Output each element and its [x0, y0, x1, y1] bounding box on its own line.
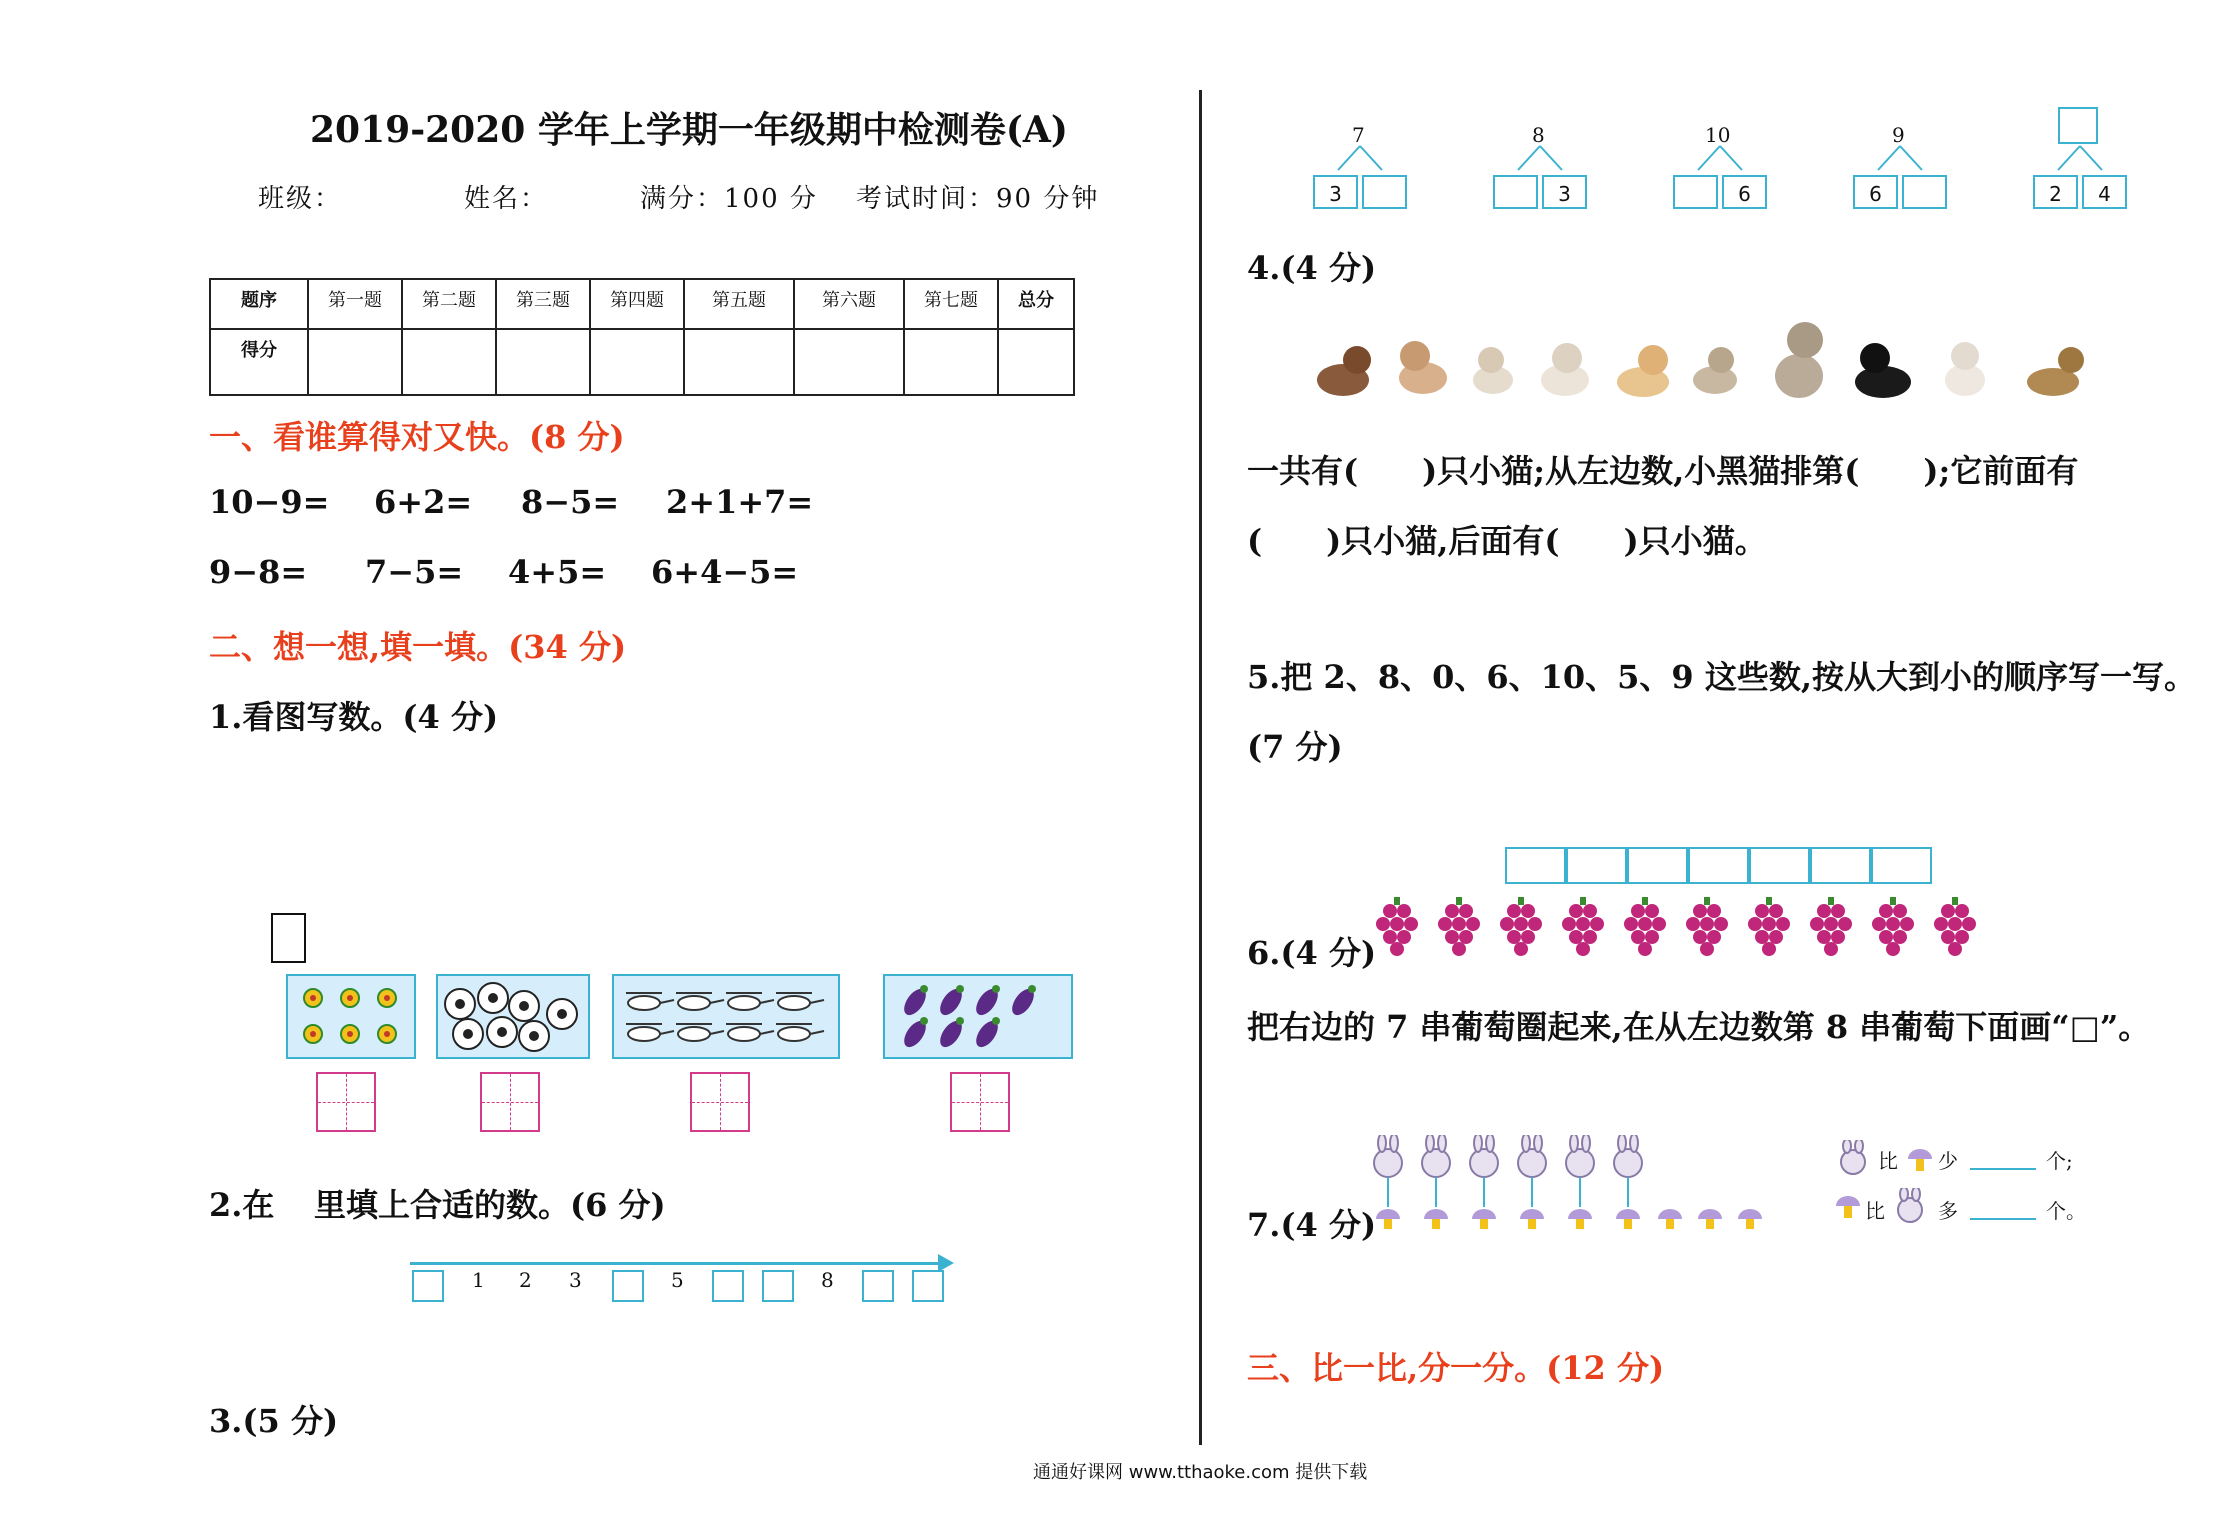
soccer-ball-icon	[438, 976, 588, 1057]
tree-left-box[interactable]	[1493, 175, 1538, 209]
section2-heading: 二、想一想,填一填。(34 分)	[209, 628, 627, 666]
column-divider	[1199, 90, 1202, 1445]
name-label: 姓名：	[464, 184, 549, 214]
row-header: 题序	[210, 279, 308, 329]
score-cell[interactable]	[794, 329, 904, 395]
score-cell[interactable]	[590, 329, 684, 395]
tree-right-box[interactable]: 6	[1722, 175, 1767, 209]
q7-compare-word: 少	[1938, 1149, 1958, 1173]
q2-prefix: 2.在	[209, 1186, 275, 1224]
write-grid[interactable]	[480, 1072, 540, 1132]
number-line-box[interactable]	[412, 1270, 444, 1302]
col-total: 总分	[998, 279, 1074, 329]
number-line-box[interactable]	[612, 1270, 644, 1302]
q4-label: 4.(4 分)	[1247, 249, 1377, 287]
tree-right-box[interactable]	[1362, 175, 1407, 209]
q2-suffix: 里填上合适的数。(6 分)	[314, 1186, 666, 1224]
calc-item: 4+5=	[508, 553, 607, 591]
rabbit-icon	[1833, 1140, 1873, 1176]
q7-unit: 个;	[2046, 1149, 2073, 1173]
number-line-tick: 3	[569, 1268, 582, 1292]
number-line-box[interactable]	[862, 1270, 894, 1302]
cat-row-icon	[1305, 318, 2125, 410]
answer-box[interactable]	[1871, 847, 1932, 884]
col-7: 第七题	[904, 279, 998, 329]
answer-box[interactable]	[271, 913, 306, 963]
tree-right-box[interactable]: 4	[2082, 175, 2127, 209]
answer-box[interactable]	[1810, 847, 1871, 884]
score-cell[interactable]	[308, 329, 402, 395]
calc-item: 8−5=	[521, 483, 620, 521]
section1-heading: 一、看谁算得对又快。(8 分)	[209, 418, 625, 456]
footer-credit: 通通好课网 www.tthaoke.com 提供下载	[1033, 1462, 1368, 1483]
tree-top-number: 10	[1705, 123, 1731, 147]
number-line-box[interactable]	[762, 1270, 794, 1302]
answer-box[interactable]	[1566, 847, 1627, 884]
tree-left-box[interactable]: 3	[1313, 175, 1358, 209]
full-score-label: 满分：100 分	[640, 184, 818, 214]
col-6: 第六题	[794, 279, 904, 329]
write-grid[interactable]	[316, 1072, 376, 1132]
tree-right-box[interactable]: 3	[1542, 175, 1587, 209]
score-label: 得分	[210, 329, 308, 395]
score-cell[interactable]	[998, 329, 1074, 395]
flower-icon	[288, 976, 414, 1057]
q1-label: 1.看图写数。(4 分)	[209, 698, 499, 736]
score-cell[interactable]	[402, 329, 496, 395]
grape-row-icon	[1368, 893, 2018, 963]
tree-top-number: 9	[1892, 123, 1905, 147]
tree-top-number: 7	[1352, 123, 1365, 147]
flower-group	[286, 974, 416, 1059]
tree-top-box[interactable]	[2058, 107, 2098, 144]
eggplant-group	[883, 974, 1073, 1059]
col-2: 第二题	[402, 279, 496, 329]
col-1: 第一题	[308, 279, 402, 329]
q6-label: 6.(4 分)	[1247, 934, 1377, 972]
col-3: 第三题	[496, 279, 590, 329]
q7-unit: 个。	[2046, 1199, 2086, 1223]
calc-item: 10−9=	[209, 483, 330, 521]
tree-left-box[interactable]: 2	[2033, 175, 2078, 209]
q7-compare-word: 比	[1878, 1149, 1898, 1173]
rabbit-mushroom-icon	[1368, 1135, 1788, 1235]
write-grid[interactable]	[690, 1072, 750, 1132]
exam-time-label: 考试时间：90 分钟	[856, 184, 1100, 214]
q4-line2: ( )只小猫,后面有( )只小猫。	[1247, 522, 1767, 560]
calc-item: 9−8=	[209, 553, 308, 591]
calc-item: 6+4−5=	[651, 553, 799, 591]
q4-line1: 一共有( )只小猫;从左边数,小黑猫排第( );它前面有	[1247, 452, 2079, 490]
answer-box[interactable]	[1505, 847, 1566, 884]
col-5: 第五题	[684, 279, 794, 329]
number-line-tick: 5	[671, 1268, 684, 1292]
class-label: 班级：	[258, 184, 343, 214]
calc-item: 7−5=	[365, 553, 464, 591]
score-cell[interactable]	[496, 329, 590, 395]
mushroom-icon	[1905, 1145, 1935, 1175]
helicopter-group	[612, 974, 840, 1059]
answer-box[interactable]	[1688, 847, 1749, 884]
q5-line1: 5.把 2、8、0、6、10、5、9 这些数,按从大到小的顺序写一写。	[1247, 658, 2196, 696]
calc-item: 2+1+7=	[666, 483, 814, 521]
number-line	[410, 1262, 950, 1265]
number-line-box[interactable]	[712, 1270, 744, 1302]
answer-blank[interactable]	[1970, 1168, 2036, 1170]
q5-line2: (7 分)	[1247, 728, 1343, 766]
rabbit-icon	[1890, 1188, 1930, 1224]
q7-compare-word: 多	[1938, 1199, 1958, 1223]
score-cell[interactable]	[684, 329, 794, 395]
write-grid[interactable]	[950, 1072, 1010, 1132]
number-line-tick: 1	[472, 1268, 485, 1292]
mushroom-icon	[1833, 1192, 1863, 1222]
number-line-box[interactable]	[912, 1270, 944, 1302]
score-table	[209, 278, 1075, 396]
eggplant-icon	[885, 976, 1071, 1057]
tree-left-box[interactable]	[1673, 175, 1718, 209]
tree-right-box[interactable]	[1902, 175, 1947, 209]
answer-box[interactable]	[1749, 847, 1810, 884]
q6-text: 把右边的 7 串葡萄圈起来,在从左边数第 8 串葡萄下面画“□”。	[1247, 1008, 2151, 1046]
col-4: 第四题	[590, 279, 684, 329]
calc-item: 6+2=	[374, 483, 473, 521]
answer-blank[interactable]	[1970, 1218, 2036, 1220]
section3-heading: 三、比一比,分一分。(12 分)	[1247, 1349, 1665, 1387]
q7-compare-word: 比	[1865, 1199, 1885, 1223]
number-line-tick: 8	[821, 1268, 834, 1292]
answer-box[interactable]	[1627, 847, 1688, 884]
number-line-tick: 2	[519, 1268, 532, 1292]
q3-label: 3.(5 分)	[209, 1402, 339, 1440]
q7-label: 7.(4 分)	[1247, 1206, 1377, 1244]
page-title: 2019-2020 学年上学期一年级期中检测卷(A)	[310, 109, 1068, 151]
score-cell[interactable]	[904, 329, 998, 395]
soccer-ball-group	[436, 974, 590, 1059]
helicopter-icon	[614, 976, 838, 1057]
tree-top-number: 8	[1532, 123, 1545, 147]
tree-left-box[interactable]: 6	[1853, 175, 1898, 209]
